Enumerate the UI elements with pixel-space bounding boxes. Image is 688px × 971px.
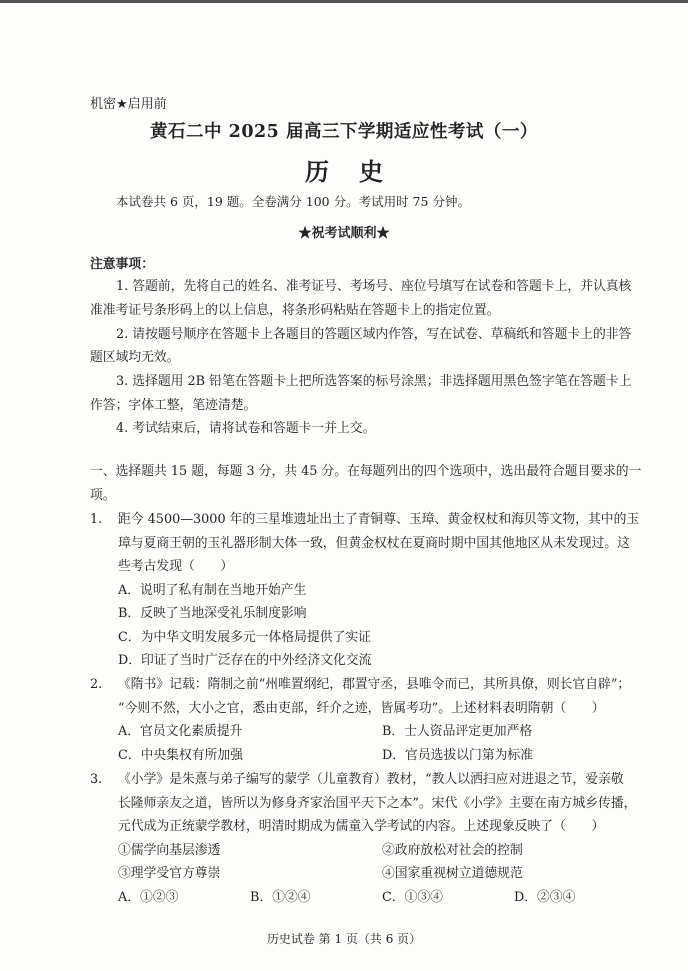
page-footer: 历史试卷 第 1 页（共 6 页） (266, 932, 422, 946)
exam-intro: 本试卷共 6 页，19 题。全卷满分 100 分。考试用时 75 分钟。 (116, 194, 470, 209)
question-1-option-a: A．说明了私有制在当地开始产生 (118, 583, 307, 598)
question-2-stem-line-1: 《隋书》记载：隋制之前“州唯置纲纪，郡置守丞，县唯令而已，其所具僚，则长官自辟”； (118, 677, 631, 692)
notice-item-2-line-1: 2. 请按题号顺序在答题卡上各题目的答题区域内作答，写在试卷、草稿纸和答题卡上的非答 (116, 327, 632, 342)
question-1-stem-line-3: 些考古发现（ ） (118, 559, 234, 574)
top-border-line (0, 0, 688, 3)
question-3-stem-line-2: 长隆师亲友之道，皆所以为修身齐家治国平天下之本”。宋代《小学》主要在南方城乡传播， (118, 796, 637, 811)
question-2-option-c: C．中央集权有所加强 (118, 748, 243, 763)
question-3-statement-4: ④国家重视树立道德规范 (382, 866, 523, 881)
question-3-option-b: B．①②④ (250, 890, 311, 905)
question-1-number: 1. (90, 512, 103, 527)
question-1-stem-line-2: 璋与夏商王朝的玉礼器形制大体一致，但黄金权杖在夏商时期中国其他地区从未发现过。这 (118, 536, 630, 551)
question-2-number: 2. (90, 677, 103, 692)
question-3-number: 3. (90, 772, 103, 787)
question-1-option-b: B．反映了当地深受礼乐制度影响 (118, 606, 307, 621)
section-heading-line-1: 一、选择题共 15 题，每题 3 分，共 45 分。在每题列出的四个选项中，选出最符合题目要求的一 (90, 464, 642, 479)
question-3-stem-line-1: 《小学》是朱熹与弟子编写的蒙学（儿童教育）教材，“教人以洒扫应对进退之节，爱亲敬 (118, 772, 624, 787)
question-1-option-c: C．为中华文明发展多元一体格局提供了实证 (118, 630, 371, 645)
notice-item-2-line-2: 题区域均无效。 (90, 350, 180, 365)
subject-title: 历史 (305, 157, 413, 186)
question-3-option-a: A．①②③ (118, 890, 179, 905)
question-3-statement-1: ①儒学向基层渗透 (118, 843, 221, 858)
question-2-stem-line-2: “今则不然，大小之官，悉由吏部，纤介之迹，皆属考功”。上述材料表明隋朝（ ） (118, 701, 605, 716)
notice-item-4: 4. 考试结束后，请将试卷和答题卡一并上交。 (116, 421, 376, 436)
notice-item-1-line-1: 1. 答题前，先将自己的姓名、准考证号、考场号、座位号填写在试卷和答题卡上，并认真核 (116, 279, 632, 294)
notice-heading: 注意事项： (90, 257, 154, 272)
exam-title: 黄石二中 2025 届高三下学期适应性考试（一） (150, 122, 538, 142)
question-1-stem-line-1: 距今 4500—3000 年的三星堆遗址出土了青铜尊、玉璋、黄金权杖和海贝等文物，其中的玉 (118, 512, 640, 527)
notice-item-3-line-1: 3. 选择题用 2B 铅笔在答题卡上把所选答案的标号涂黑；非选择题用黑色签字笔在答题卡上 (116, 374, 632, 389)
question-1-option-d: D．印证了当时广泛存在的中外经济文化交流 (118, 653, 372, 668)
question-2-option-a: A．官员文化素质提升 (118, 724, 243, 739)
notice-item-3-line-2: 作答；字体工整，笔迹清楚。 (90, 398, 257, 413)
question-3-statement-2: ②政府放松对社会的控制 (382, 843, 523, 858)
notice-item-1-line-2: 准准考证号条形码上的以上信息，将条形码粘贴在答题卡上的指定位置。 (90, 303, 500, 318)
question-2-option-d: D．官员选拔以门第为标准 (382, 748, 534, 763)
good-luck-banner: ★祝考试顺利★ (298, 226, 390, 241)
question-3-statement-3: ③理学受官方尊崇 (118, 866, 221, 881)
question-3-option-c: C．①③④ (382, 890, 443, 905)
confidential-label: 机密★启用前 (90, 97, 167, 112)
question-3-stem-line-3: 元代成为正统蒙学教材，明清时期成为儒童入学考试的内容。上述现象反映了（ ） (118, 819, 605, 834)
section-heading-line-2: 项。 (90, 488, 116, 503)
question-3-option-d: D．②③④ (514, 890, 576, 905)
question-2-option-b: B．士人资品评定更加严格 (382, 724, 533, 739)
